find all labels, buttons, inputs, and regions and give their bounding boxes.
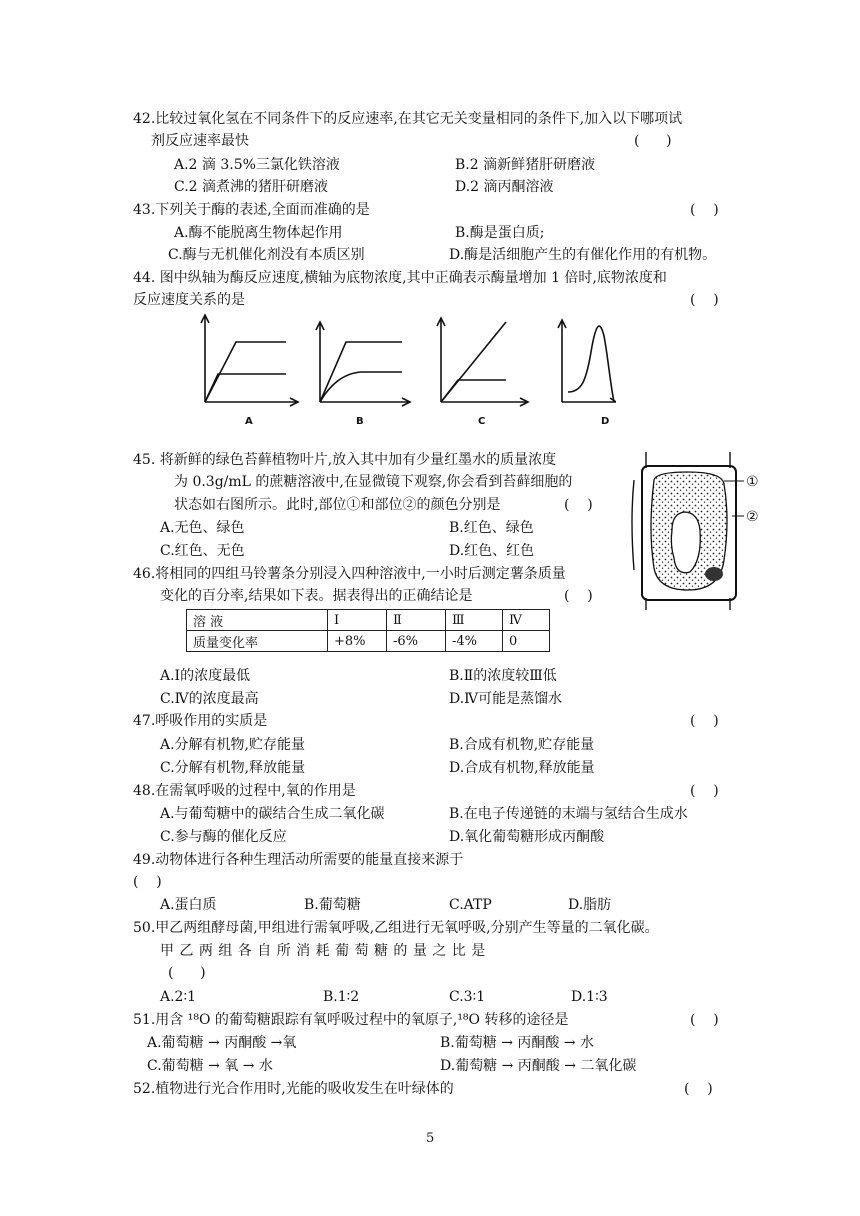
q51-option-b: B.葡萄糖 → 丙酮酸 → 水 [440,1035,594,1051]
graph-a [201,315,298,406]
q52-stem: 52.植物进行光合作用时,光能的吸收发生在叶绿体的 [133,1081,454,1097]
q48-option-a: A.与葡萄糖中的碳结合生成二氧化碳 [160,806,385,822]
table-header-cell: Ⅲ [446,610,503,631]
q43-option-a: A.酶不能脱离生物体起作用 [174,225,343,241]
graph-b [316,322,410,406]
q47-option-d: D.合成有机物,释放能量 [449,760,595,776]
q42-answer-paren: ( ) [634,133,672,149]
table-header-cell: Ⅱ [387,610,446,631]
q51-stem: 51.用含 ¹⁸O 的葡萄糖跟踪有氧呼吸过程中的氧原子,¹⁸O 转移的途径是 [133,1012,569,1028]
q48-option-b: B.在电子传递链的末端与氢结合生成水 [449,806,688,822]
q48-option-c: C.参与酶的催化反应 [160,829,287,845]
table-header-cell: 溶 液 [187,610,328,631]
q51-option-c: C.葡萄糖 → 氧 → 水 [147,1058,273,1074]
table-header-cell: Ⅳ [503,610,550,631]
q46-stem-line2: 变化的百分率,结果如下表。据表得出的正确结论是 [160,588,473,604]
q46-data-table [186,609,550,652]
q42-stem-line2: 剂反应速率最快 [151,133,249,149]
moss-cell-figure [628,450,778,610]
q50-option-d: D.1∶3 [571,989,608,1005]
graph-c [437,318,528,406]
q50-option-b: B.1∶2 [323,989,360,1005]
graph-c-label: C [478,416,486,427]
q51-option-d: D.葡萄糖 → 丙酮酸 → 二氧化碳 [440,1058,637,1074]
q45-stem-line3: 状态如右图所示。此时,部位①和部位②的颜色分别是 [174,497,501,513]
q45-answer-paren: ( ) [564,497,593,513]
table-cell: +8% [328,631,387,652]
q44-answer-paren: ( ) [690,292,719,308]
q46-stem-line1: 46.将相同的四组马铃薯条分别浸入四种溶液中,一小时后测定薯条质量 [133,566,566,582]
q44-graphs-figure [196,312,616,430]
q47-option-b: B.合成有机物,贮存能量 [449,737,595,753]
q43-answer-paren: ( ) [690,202,719,218]
q49-option-b: B.葡萄糖 [304,897,361,913]
q47-stem: 47.呼吸作用的实质是 [133,713,268,729]
q51-option-a: A.葡萄糖 → 丙酮酸 →氧 [147,1035,297,1051]
q49-stem: 49.动物体进行各种生理活动所需要的能量直接来源于 [133,852,464,868]
graph-d-label: D [601,416,610,427]
table-cell: 质量变化率 [187,631,328,652]
q48-option-d: D.氧化葡萄糖形成丙酮酸 [449,829,605,845]
q44-stem-line1: 44. 图中纵轴为酶反应速度,横轴为底物浓度,其中正确表示酶量增加 1 倍时,底物浓度和 [133,270,667,286]
q49-option-a: A.蛋白质 [160,897,217,913]
q49-option-d: D.脂肪 [568,897,612,913]
q49-option-c: C.ATP [449,897,492,913]
q50-option-c: C.3∶1 [449,989,486,1005]
cell-label-2: ② [746,509,759,525]
q42-option-a: A.2 滴 3.5%三氯化铁溶液 [174,157,340,173]
graph-b-label: B [356,416,364,427]
q47-answer-paren: ( ) [690,713,719,729]
page-number: 5 [426,1131,435,1146]
q45-stem-line1: 45. 将新鲜的绿色苔藓植物叶片,放入其中加有少量红墨水的质量浓度 [133,452,557,468]
q52-answer-paren: ( ) [684,1081,713,1097]
cell-label-1: ① [746,474,759,490]
table-cell: 0 [503,631,550,652]
table-header-cell: Ⅰ [328,610,387,631]
graph-a-label: A [245,416,253,427]
q50-stem-line1: 50.甲乙两组酵母菌,甲组进行需氧呼吸,乙组进行无氧呼吸,分别产生等量的二氧化碳。 [133,920,659,936]
q47-option-a: A.分解有机物,贮存能量 [160,737,306,753]
q48-stem: 48.在需氧呼吸的过程中,氧的作用是 [133,783,356,799]
q51-answer-paren: ( ) [690,1012,719,1028]
q45-option-d: D.红色、红色 [449,543,535,559]
q44-stem-line2: 反应速度关系的是 [133,292,245,308]
q50-answer-paren: ( ) [168,965,206,981]
q48-answer-paren: ( ) [690,783,719,799]
q43-stem: 43.下列关于酶的表述,全面而准确的是 [133,202,370,218]
q42-option-d: D.2 滴丙酮溶液 [455,179,554,195]
q46-option-b: B.Ⅱ的浓度较Ⅲ低 [449,668,557,684]
q46-option-d: D.Ⅳ可能是蒸馏水 [449,691,563,707]
table-header-row [187,610,550,631]
q45-stem-line2: 为 0.3g/mL 的蔗糖溶液中,在显微镜下观察,你会看到苔藓细胞的 [174,474,573,490]
q49-answer-paren: ( ) [133,874,162,890]
table-cell: -4% [446,631,503,652]
table-row [187,631,550,652]
graph-d [558,320,616,402]
q50-stem-line2: 甲 乙 两 组 各 自 所 消 耗 葡 萄 糖 的 量 之 比 是 [160,943,486,959]
q46-answer-paren: ( ) [564,588,593,604]
q43-option-c: C.酶与无机催化剂没有本质区别 [168,247,365,263]
q45-option-b: B.红色、绿色 [449,520,534,536]
q43-option-d: D.酶是活细胞产生的有催化作用的有机物。 [449,247,717,263]
q42-option-b: B.2 滴新鲜猪肝研磨液 [455,157,596,173]
table-cell: -6% [387,631,446,652]
q42-stem-line1: 42.比较过氧化氢在不同条件下的反应速率,在其它无关变量相同的条件下,加入以下哪项试 [133,111,683,127]
q50-option-a: A.2∶1 [160,989,197,1005]
q42-option-c: C.2 滴煮沸的猪肝研磨液 [174,179,329,195]
q46-option-c: C.Ⅳ的浓度最高 [160,691,259,707]
q47-option-c: C.分解有机物,释放能量 [160,760,306,776]
q45-option-a: A.无色、绿色 [160,520,245,536]
q46-option-a: A.Ⅰ的浓度最低 [160,668,251,684]
q43-option-b: B.酶是蛋白质; [455,225,545,241]
q45-option-c: C.红色、无色 [160,543,245,559]
